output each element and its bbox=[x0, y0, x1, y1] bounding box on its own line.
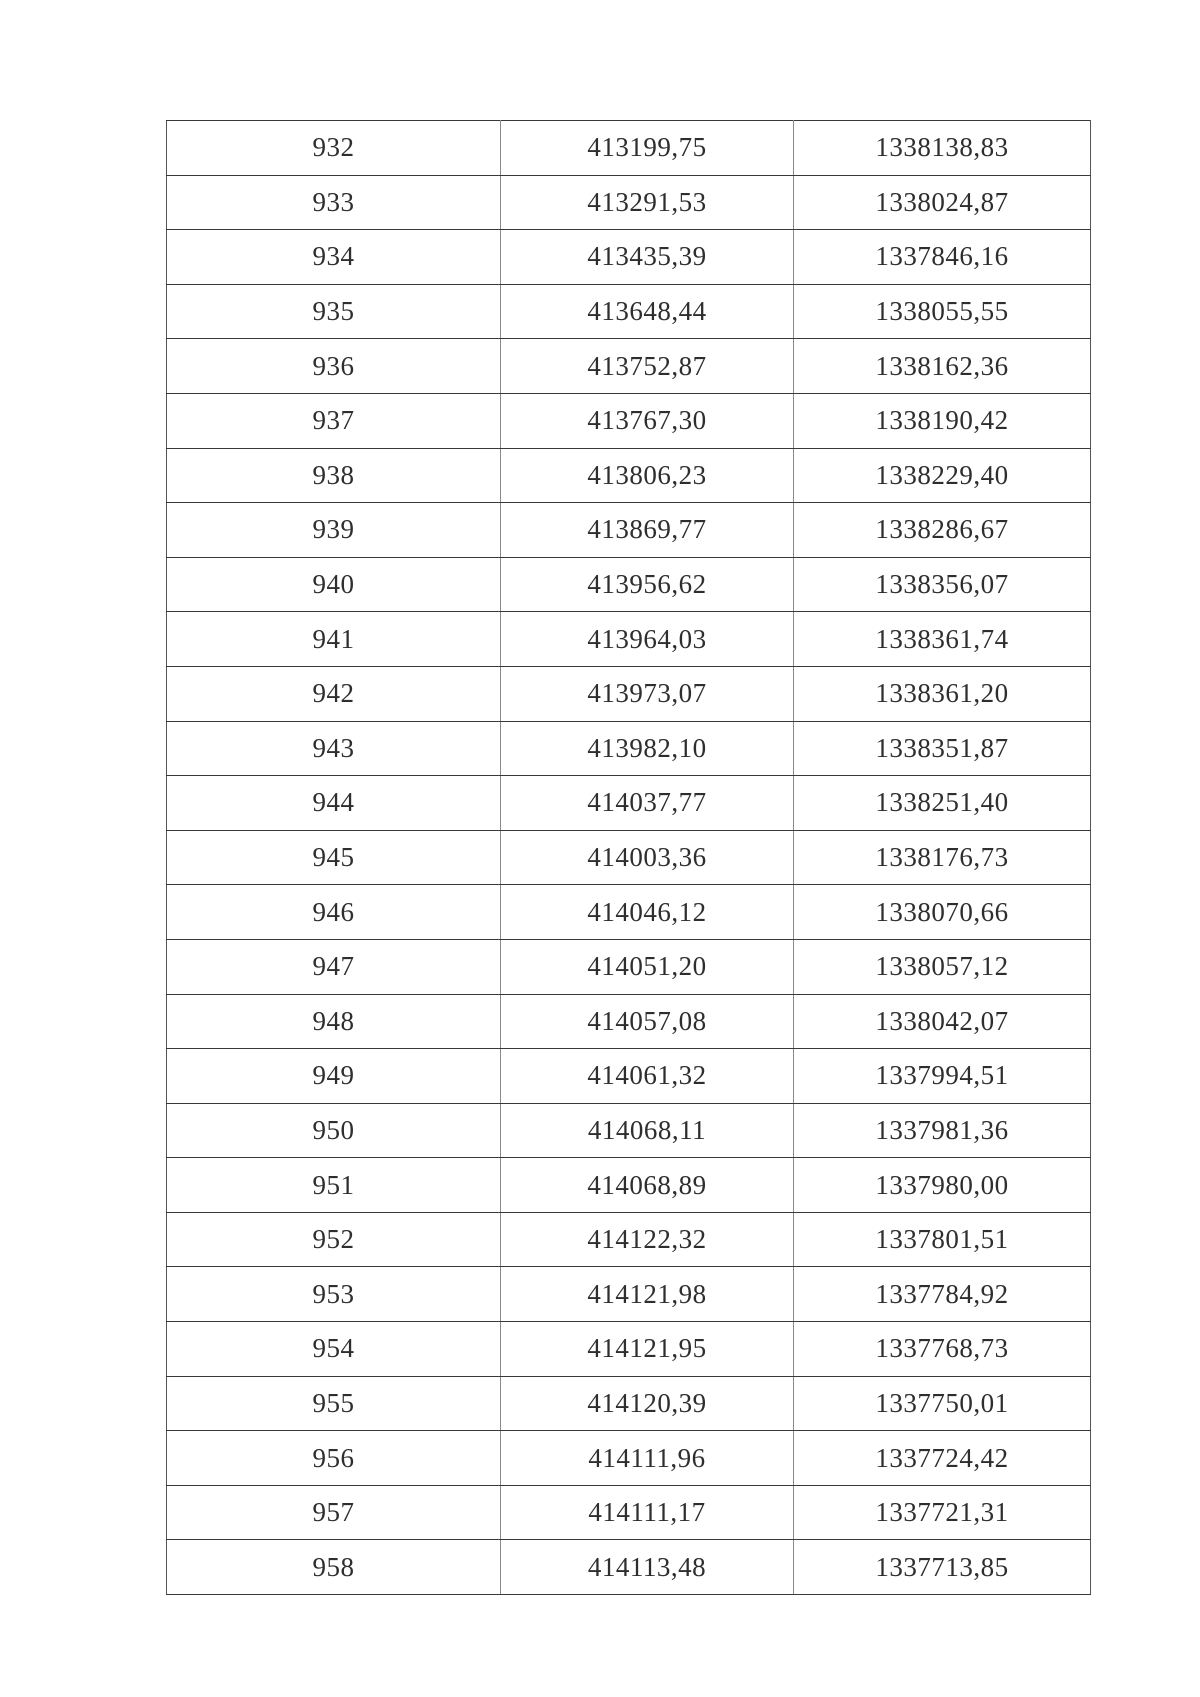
table-row bbox=[167, 121, 1091, 176]
table-row bbox=[167, 885, 1091, 940]
point-number-cell: 955 bbox=[167, 1376, 501, 1431]
table-row bbox=[167, 393, 1091, 448]
table-row bbox=[167, 776, 1091, 831]
y-coordinate-cell: 1337846,16 bbox=[794, 230, 1091, 285]
x-coordinate-cell: 414068,89 bbox=[501, 1158, 794, 1213]
x-coordinate-cell: 413648,44 bbox=[501, 284, 794, 339]
table-row bbox=[167, 666, 1091, 721]
y-coordinate-cell: 1338351,87 bbox=[794, 721, 1091, 776]
point-number-cell: 944 bbox=[167, 776, 501, 831]
table-row bbox=[167, 612, 1091, 667]
point-number-cell: 943 bbox=[167, 721, 501, 776]
y-coordinate-cell: 1337801,51 bbox=[794, 1212, 1091, 1267]
y-coordinate-cell: 1338162,36 bbox=[794, 339, 1091, 394]
y-coordinate-cell: 1338176,73 bbox=[794, 830, 1091, 885]
x-coordinate-cell: 413435,39 bbox=[501, 230, 794, 285]
table-row bbox=[167, 1267, 1091, 1322]
point-number-cell: 941 bbox=[167, 612, 501, 667]
point-number-cell: 945 bbox=[167, 830, 501, 885]
table-row bbox=[167, 1212, 1091, 1267]
table-row bbox=[167, 448, 1091, 503]
y-coordinate-cell: 1338042,07 bbox=[794, 994, 1091, 1049]
coordinates-table bbox=[166, 120, 1091, 1595]
y-coordinate-cell: 1337784,92 bbox=[794, 1267, 1091, 1322]
y-coordinate-cell: 1338286,67 bbox=[794, 503, 1091, 558]
table-row bbox=[167, 339, 1091, 394]
y-coordinate-cell: 1338361,20 bbox=[794, 666, 1091, 721]
x-coordinate-cell: 414111,96 bbox=[501, 1431, 794, 1486]
y-coordinate-cell: 1338070,66 bbox=[794, 885, 1091, 940]
x-coordinate-cell: 414111,17 bbox=[501, 1485, 794, 1540]
y-coordinate-cell: 1337713,85 bbox=[794, 1540, 1091, 1595]
x-coordinate-cell: 413199,75 bbox=[501, 121, 794, 176]
point-number-cell: 932 bbox=[167, 121, 501, 176]
table-row bbox=[167, 284, 1091, 339]
table-row bbox=[167, 830, 1091, 885]
x-coordinate-cell: 414061,32 bbox=[501, 1049, 794, 1104]
table-row bbox=[167, 721, 1091, 776]
table-row bbox=[167, 939, 1091, 994]
table-row bbox=[167, 1485, 1091, 1540]
table-row bbox=[167, 1376, 1091, 1431]
y-coordinate-cell: 1337994,51 bbox=[794, 1049, 1091, 1104]
y-coordinate-cell: 1338229,40 bbox=[794, 448, 1091, 503]
x-coordinate-cell: 414046,12 bbox=[501, 885, 794, 940]
point-number-cell: 949 bbox=[167, 1049, 501, 1104]
y-coordinate-cell: 1338251,40 bbox=[794, 776, 1091, 831]
table-row bbox=[167, 557, 1091, 612]
table-row bbox=[167, 1322, 1091, 1377]
x-coordinate-cell: 414068,11 bbox=[501, 1103, 794, 1158]
x-coordinate-cell: 413752,87 bbox=[501, 339, 794, 394]
x-coordinate-cell: 413767,30 bbox=[501, 393, 794, 448]
x-coordinate-cell: 414121,98 bbox=[501, 1267, 794, 1322]
point-number-cell: 956 bbox=[167, 1431, 501, 1486]
point-number-cell: 957 bbox=[167, 1485, 501, 1540]
table-row bbox=[167, 1540, 1091, 1595]
point-number-cell: 942 bbox=[167, 666, 501, 721]
point-number-cell: 934 bbox=[167, 230, 501, 285]
x-coordinate-cell: 413982,10 bbox=[501, 721, 794, 776]
table-row bbox=[167, 175, 1091, 230]
x-coordinate-cell: 414037,77 bbox=[501, 776, 794, 831]
x-coordinate-cell: 413869,77 bbox=[501, 503, 794, 558]
table-row bbox=[167, 994, 1091, 1049]
x-coordinate-cell: 414057,08 bbox=[501, 994, 794, 1049]
y-coordinate-cell: 1338024,87 bbox=[794, 175, 1091, 230]
point-number-cell: 938 bbox=[167, 448, 501, 503]
x-coordinate-cell: 413291,53 bbox=[501, 175, 794, 230]
point-number-cell: 933 bbox=[167, 175, 501, 230]
point-number-cell: 952 bbox=[167, 1212, 501, 1267]
x-coordinate-cell: 413964,03 bbox=[501, 612, 794, 667]
point-number-cell: 948 bbox=[167, 994, 501, 1049]
x-coordinate-cell: 413956,62 bbox=[501, 557, 794, 612]
table-row bbox=[167, 230, 1091, 285]
x-coordinate-cell: 414120,39 bbox=[501, 1376, 794, 1431]
point-number-cell: 946 bbox=[167, 885, 501, 940]
x-coordinate-cell: 414122,32 bbox=[501, 1212, 794, 1267]
x-coordinate-cell: 413973,07 bbox=[501, 666, 794, 721]
y-coordinate-cell: 1337768,73 bbox=[794, 1322, 1091, 1377]
point-number-cell: 950 bbox=[167, 1103, 501, 1158]
point-number-cell: 953 bbox=[167, 1267, 501, 1322]
point-number-cell: 940 bbox=[167, 557, 501, 612]
x-coordinate-cell: 413806,23 bbox=[501, 448, 794, 503]
x-coordinate-cell: 414003,36 bbox=[501, 830, 794, 885]
y-coordinate-cell: 1337750,01 bbox=[794, 1376, 1091, 1431]
y-coordinate-cell: 1337724,42 bbox=[794, 1431, 1091, 1486]
y-coordinate-cell: 1337721,31 bbox=[794, 1485, 1091, 1540]
y-coordinate-cell: 1337980,00 bbox=[794, 1158, 1091, 1213]
table-row bbox=[167, 1103, 1091, 1158]
y-coordinate-cell: 1338361,74 bbox=[794, 612, 1091, 667]
table-row bbox=[167, 1049, 1091, 1104]
x-coordinate-cell: 414113,48 bbox=[501, 1540, 794, 1595]
table-row bbox=[167, 1431, 1091, 1486]
y-coordinate-cell: 1338055,55 bbox=[794, 284, 1091, 339]
coordinates-table-body bbox=[167, 121, 1091, 1595]
point-number-cell: 937 bbox=[167, 393, 501, 448]
y-coordinate-cell: 1338057,12 bbox=[794, 939, 1091, 994]
y-coordinate-cell: 1338190,42 bbox=[794, 393, 1091, 448]
y-coordinate-cell: 1338356,07 bbox=[794, 557, 1091, 612]
point-number-cell: 951 bbox=[167, 1158, 501, 1213]
x-coordinate-cell: 414051,20 bbox=[501, 939, 794, 994]
table-row bbox=[167, 1158, 1091, 1213]
point-number-cell: 947 bbox=[167, 939, 501, 994]
y-coordinate-cell: 1338138,83 bbox=[794, 121, 1091, 176]
table-row bbox=[167, 503, 1091, 558]
point-number-cell: 954 bbox=[167, 1322, 501, 1377]
point-number-cell: 958 bbox=[167, 1540, 501, 1595]
point-number-cell: 936 bbox=[167, 339, 501, 394]
y-coordinate-cell: 1337981,36 bbox=[794, 1103, 1091, 1158]
point-number-cell: 939 bbox=[167, 503, 501, 558]
point-number-cell: 935 bbox=[167, 284, 501, 339]
x-coordinate-cell: 414121,95 bbox=[501, 1322, 794, 1377]
